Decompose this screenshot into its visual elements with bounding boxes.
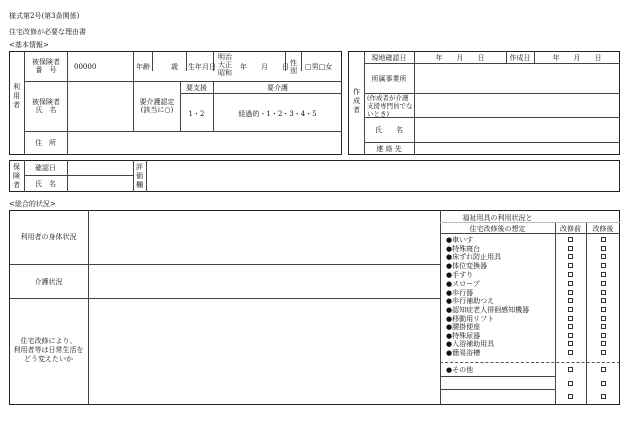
- after-checkbox[interactable]: [601, 324, 606, 329]
- before-checkbox[interactable]: [568, 307, 573, 312]
- welfare-item-label: ●歩行器: [446, 289, 474, 297]
- overall-section-title: <総合的状況>: [9, 200, 56, 208]
- before-checkbox[interactable]: [568, 281, 573, 286]
- before-checkbox[interactable]: [568, 272, 573, 277]
- sex-label: 性 別: [290, 59, 297, 75]
- welfare-item-label: ●移動用リフト: [446, 315, 495, 323]
- before-checkbox[interactable]: [568, 333, 573, 338]
- after-checkbox[interactable]: [601, 307, 606, 312]
- welfare-item-label: ●特殊尿器: [446, 332, 481, 340]
- care-levels[interactable]: 経過的・1・2・3・4・5: [238, 110, 317, 118]
- after-checkbox[interactable]: [601, 341, 606, 346]
- after-checkbox[interactable]: [601, 381, 606, 386]
- before-checkbox[interactable]: [568, 237, 573, 242]
- care-status-label: 介護状況: [34, 278, 63, 286]
- before-checkbox[interactable]: [568, 350, 573, 355]
- after-checkbox[interactable]: [601, 298, 606, 303]
- before-checkbox[interactable]: [568, 367, 573, 372]
- after-checkbox[interactable]: [601, 333, 606, 338]
- before-checkbox[interactable]: [568, 298, 573, 303]
- care-certification-label: 要介護認定 (該当に○): [139, 98, 175, 114]
- care-header: 要介護: [267, 84, 288, 92]
- support-header: 要支援: [186, 84, 207, 92]
- user-label: 利用者: [13, 83, 20, 109]
- before-checkbox[interactable]: [568, 246, 573, 251]
- age-unit: 歳: [171, 63, 178, 71]
- after-checkbox[interactable]: [601, 290, 606, 295]
- welfare-item-label: ●腰掛便座: [446, 323, 481, 331]
- welfare-item-label: ●車いす: [446, 236, 474, 244]
- physical-status-label: 利用者の身体状況: [20, 233, 77, 241]
- after-checkbox[interactable]: [601, 394, 606, 399]
- birthdate-label: 生年月日: [188, 63, 216, 71]
- contact-label: 連 絡 先: [376, 145, 402, 153]
- after-checkbox[interactable]: [601, 350, 606, 355]
- welfare-item-label: ●その他: [446, 366, 474, 374]
- welfare-item-label: ●認知症老人徘徊感知機器: [446, 306, 530, 314]
- welfare-item-label: ●スロープ: [446, 280, 480, 288]
- before-checkbox[interactable]: [568, 263, 573, 268]
- welfare-item-label: ●体位変換器: [446, 262, 488, 270]
- expectation-label: 住宅改修により、 利用者等は日常生活を どう変えたいか: [13, 337, 84, 363]
- welfare-item-label: ●入浴補助用具: [446, 340, 495, 348]
- after-checkbox[interactable]: [601, 281, 606, 286]
- before-checkbox[interactable]: [568, 290, 573, 295]
- welfare-item-label: ●特殊寝台: [446, 245, 481, 253]
- insured-number-label: 被保険者 番 号: [32, 58, 60, 74]
- before-checkbox[interactable]: [568, 324, 573, 329]
- insurer-label: 保険者: [13, 163, 20, 189]
- welfare-equipment-header: 福祉用具の利用状況と 住宅改修後の想定: [462, 214, 533, 233]
- sex-options[interactable]: □男□女: [305, 63, 333, 71]
- site-visit-label: 現地確認日: [371, 54, 407, 62]
- before-checkbox[interactable]: [568, 254, 573, 259]
- office-label: 所属事業所: [371, 75, 407, 83]
- insurer-confirm-label: 確認日: [35, 164, 56, 172]
- insured-name-label: 被保険者 氏 名: [32, 98, 60, 114]
- support-levels[interactable]: 1・2: [188, 110, 205, 118]
- after-checkbox[interactable]: [601, 263, 606, 268]
- document-title: 住宅改修が必要な理由書: [9, 28, 86, 36]
- after-checkbox[interactable]: [601, 254, 606, 259]
- era-options: 明治 大正 昭和: [218, 53, 232, 77]
- before-renovation-header: 改修前: [560, 225, 581, 233]
- creator-name-label: 氏 名: [375, 126, 403, 134]
- before-checkbox[interactable]: [568, 316, 573, 321]
- creator-label: 作成者: [353, 88, 360, 114]
- after-checkbox[interactable]: [601, 316, 606, 321]
- before-checkbox[interactable]: [568, 394, 573, 399]
- created-label: 作成日: [509, 54, 531, 62]
- welfare-item-label: ●床ずれ防止用具: [446, 253, 502, 261]
- evaluation-label: 評価欄: [136, 163, 143, 189]
- insurer-name-label: 氏 名: [35, 180, 56, 188]
- insured-number-value[interactable]: 00000: [74, 63, 97, 71]
- created-date[interactable]: 年 月 日: [552, 54, 602, 62]
- after-renovation-header: 改修後: [592, 225, 614, 233]
- address-label: 住 所: [35, 139, 56, 147]
- form-number: 様式第2号(第3条関係): [9, 12, 80, 20]
- before-checkbox[interactable]: [568, 341, 573, 346]
- basic-info-section-title: <基本情報>: [9, 41, 49, 49]
- qualification-note: (作成者が介護 支援専門員でな いとき): [367, 94, 413, 118]
- after-checkbox[interactable]: [601, 367, 606, 372]
- welfare-item-label: ●簡易浴槽: [446, 349, 481, 357]
- after-checkbox[interactable]: [601, 272, 606, 277]
- site-visit-date[interactable]: 年 月 日: [435, 54, 485, 62]
- welfare-item-label: ●歩行補助つえ: [446, 297, 495, 305]
- before-checkbox[interactable]: [568, 381, 573, 386]
- birthdate-ymd[interactable]: 年 月 日: [240, 63, 289, 71]
- welfare-item-label: ●手すり: [446, 271, 474, 279]
- insurer-box: [9, 160, 620, 192]
- after-checkbox[interactable]: [601, 237, 606, 242]
- age-label: 年齢: [136, 63, 150, 71]
- after-checkbox[interactable]: [601, 246, 606, 251]
